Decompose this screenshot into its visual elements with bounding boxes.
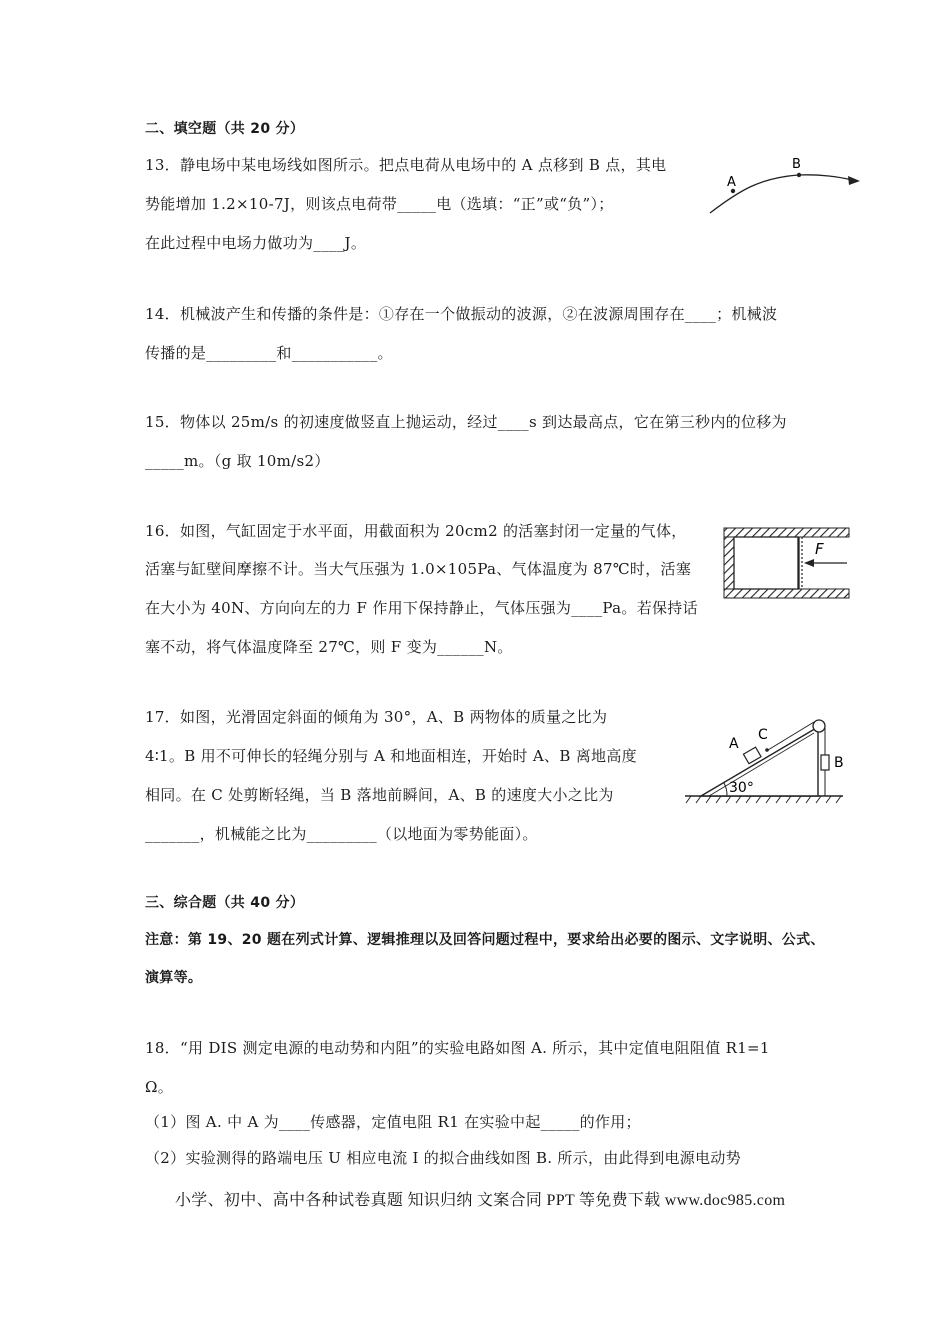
cut-point-c bbox=[765, 748, 769, 752]
section-3-heading: 三、综合题（共 40 分） bbox=[145, 895, 305, 911]
q17-incline-figure bbox=[683, 710, 858, 810]
angle-label: 30° bbox=[729, 780, 754, 796]
section-2-heading: 二、填空题（共 20 分） bbox=[145, 121, 305, 137]
q17-line-1: 17．如图，光滑固定斜面的倾角为 30°，A、B 两物体的质量之比为 bbox=[145, 708, 608, 726]
gas-chamber bbox=[734, 537, 798, 589]
point-b-dot bbox=[797, 173, 801, 177]
q18-line-4: （2）实验测得的路端电压 U 相应电流 I 的拟合曲线如图 B. 所示，由此得到电源电动势 bbox=[145, 1149, 742, 1167]
q17-line-4: _______，机械能之比为_________（以地面为零势能面）。 bbox=[145, 825, 538, 843]
q15-line-1: 15．物体以 25m/s 的初速度做竖直上抛运动，经过____s 到达最高点，它在第三秒内的位移为 bbox=[145, 413, 787, 431]
q13-line-3: 在此过程中电场力做功为____J。 bbox=[145, 234, 367, 252]
field-line-arrow bbox=[848, 176, 860, 185]
q16-line-3: 在大小为 40N、方向向左的力 F 作用下保持静止，气体压强为____Pa。若保持话 bbox=[145, 599, 698, 617]
q17-line-3: 相同。在 C 处剪断轻绳，当 B 落地前瞬间，A、B 的速度大小之比为 bbox=[145, 786, 614, 804]
cylinder-left-wall bbox=[724, 537, 734, 589]
force-arrow-head bbox=[804, 559, 814, 567]
q16-line-1: 16．如图，气缸固定于水平面，用截面积为 20cm2 的活塞封闭一定量的气体， bbox=[145, 522, 687, 540]
q14-line-2: 传播的是_________和___________。 bbox=[145, 344, 393, 362]
q16-line-2: 活塞与缸壁间摩擦不计。当大气压强为 1.0×105Pa、气体温度为 87℃时，活塞 bbox=[145, 560, 692, 578]
point-c-label: C bbox=[758, 727, 768, 743]
q18-line-2: Ω。 bbox=[145, 1078, 174, 1096]
q16-cylinder-figure bbox=[722, 524, 852, 602]
q16-line-4: 塞不动，将气体温度降至 27℃，则 F 变为______N。 bbox=[145, 638, 513, 656]
ground-hatch bbox=[686, 796, 841, 803]
page-footer: 小学、初中、高中各种试卷真题 知识归纳 文案合同 PPT 等免费下载 www.doc985.com bbox=[175, 1192, 786, 1209]
q13-line-1: 13．静电场中某电场线如图所示。把点电荷从电场中的 A 点移到 B 点，其电 bbox=[145, 156, 667, 174]
q18-line-1: 18．“用 DIS 测定电源的电动势和内阻”的实验电路如图 A. 所示，其中定值电阻阻值 R1=1 bbox=[145, 1039, 770, 1057]
block-a bbox=[743, 747, 761, 764]
point-b-label: B bbox=[792, 157, 801, 172]
q14-line-1: 14．机械波产生和传播的条件是：①存在一个做振动的波源，②在波源周围存在____；机械波 bbox=[145, 305, 778, 323]
q18-line-3: （1）图 A. 中 A 为____传感器，定值电阻 R1 在实验中起_____的作用； bbox=[145, 1113, 641, 1131]
block-b-label: B bbox=[834, 755, 844, 771]
q15-line-2: _____m。（g 取 10m/s2） bbox=[145, 452, 330, 470]
cylinder-top-wall bbox=[724, 528, 849, 537]
force-label: F bbox=[815, 540, 824, 558]
section-3-note-line-1: 注意：第 19、20 题在列式计算、逻辑推理以及回答问题过程中，要求给出必要的图示、文字说明、公式、 bbox=[145, 932, 825, 948]
section-3-note-line-2: 演算等。 bbox=[145, 970, 203, 986]
point-a-label: A bbox=[727, 175, 736, 190]
block-b bbox=[821, 755, 829, 770]
q17-line-2: 4∶1。B 用不可伸长的轻绳分别与 A 和地面相连，开始时 A、B 离地高度 bbox=[145, 747, 637, 765]
block-a-label: A bbox=[729, 736, 739, 752]
q13-line-2: 势能增加 1.2×10-7J，则该点电荷带_____电（选填：“正”或“负”）； bbox=[145, 195, 614, 213]
pulley bbox=[813, 720, 825, 732]
q13-field-line-figure bbox=[700, 150, 870, 220]
cylinder-bottom-wall bbox=[724, 589, 849, 598]
